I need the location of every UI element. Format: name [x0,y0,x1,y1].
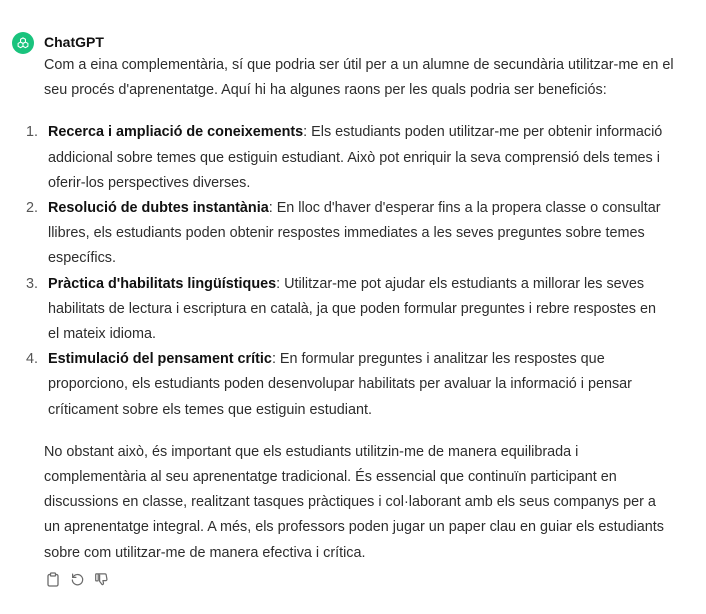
list-item [26,347,663,423]
list-number: 1. [26,124,39,141]
copy-button[interactable] [44,573,62,591]
thumbs-down-button[interactable] [92,573,110,591]
list-number: 4. [26,351,39,368]
list-number: 3. [26,275,39,292]
clipboard-icon [46,572,60,592]
reason-title: Estimulació del pensament crític [48,351,272,368]
list-item [26,120,663,196]
reasons-list [26,120,663,422]
regenerate-icon [70,572,85,592]
author-name: ChatGPT [44,34,104,50]
reason-title: Pràctica d'habilitats lingüístiques [48,275,277,292]
list-item [26,272,663,348]
message-content [26,53,684,566]
outro-paragraph: No obstant això, és important que els estudiants utilitzin-me de manera equilibrada i complementària al seu aprenentatge tradicional. És essencial que continuïn participant en discussions en classe, realitzant tasques pràctiques i col·laborant amb els seus companys per a un aprenentatge integral. A més, els professors poden jugar un paper clau en guiar els estudiants sobre com utilitzar-me de manera efectiva i crítica. [44,443,664,561]
list-number: 2. [26,200,39,217]
message-actions [44,573,110,591]
intro-paragraph: Com a eina complementària, sí que podria ser útil per a un alumne de secundària utilitzar-me en el seu procés d'aprenentatge. Aquí hi ha algunes raons per les quals podria ser beneficiós: [44,57,674,99]
thumbs-down-icon [94,572,109,592]
reason-text: : En lloc d'haver d'esperar fins a la propera classe o consultar llibres, els estudiants poden obtenir respostes immediates a les seves preguntes sobre temes específics. [48,200,661,267]
regenerate-button[interactable] [68,573,86,591]
reason-title: Recerca i ampliació de coneixements [48,124,304,141]
reason-text: : En formular preguntes i analitzar les respostes que proporciono, els estudiants poden desenvolupar habilitats per avaluar la informació i pensar críticament sobre els temes que estiguin estudiant. [48,351,632,418]
reason-text: : Els estudiants poden utilitzar-me per obtenir informació addicional sobre temes que estiguin estudiant. Això pot enriquir la seva comprensió dels temes i oferir-los perspectives diverses. [48,124,663,191]
reason-text: : Utilitzar-me pot ajudar els estudiants a millorar les seves habilitats de lectura i escriptura en català, ja que poden formular preguntes i rebre respostes en el mateix idioma. [48,275,656,343]
reason-title: Resolució de dubtes instantània [48,200,269,217]
openai-logo-icon [16,36,30,50]
chatgpt-avatar [12,32,34,54]
list-item [26,196,663,272]
